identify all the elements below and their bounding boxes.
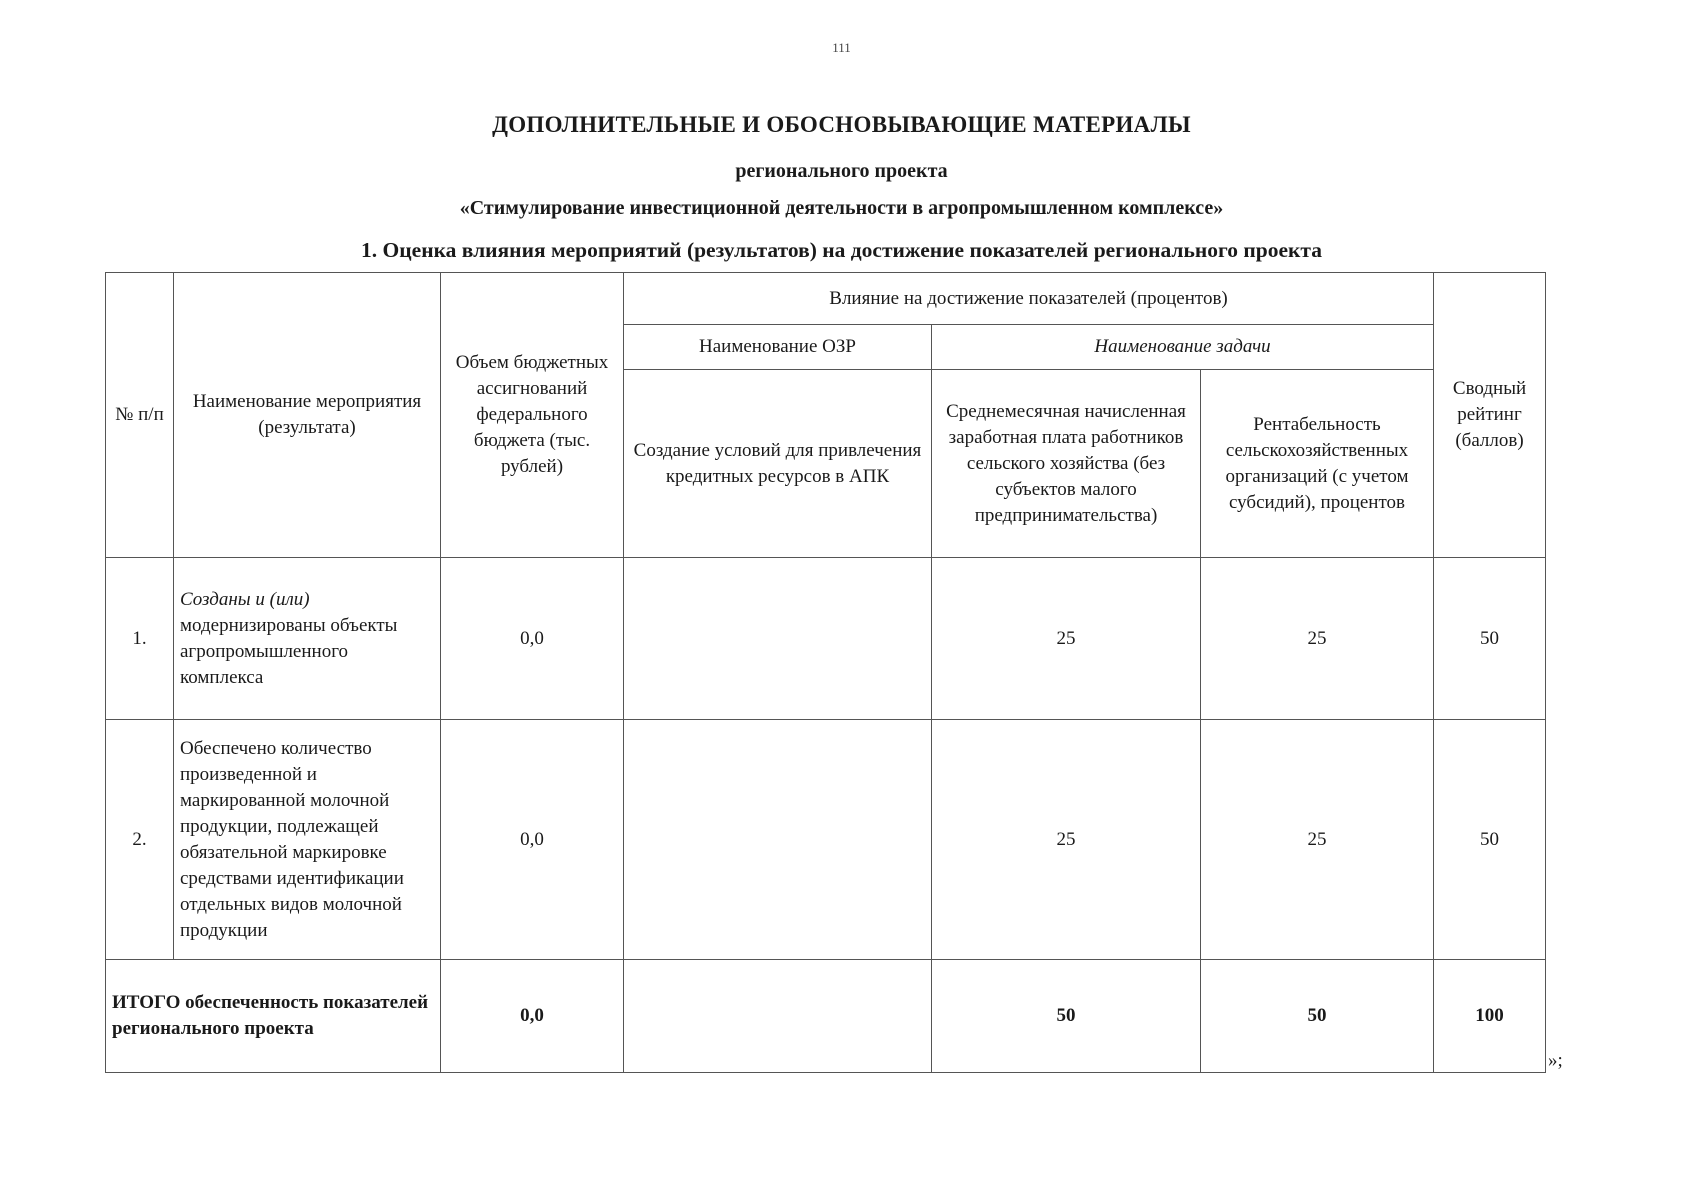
row-salary: 25 (932, 558, 1201, 720)
closing-quote-mark: »; (1548, 1050, 1563, 1071)
row-profitability: 25 (1201, 558, 1434, 720)
total-budget: 0,0 (441, 960, 624, 1073)
project-name: «Стимулирование инвестиционной деятельности в агропромышленном комплексе» (459, 197, 1224, 219)
header-num: № п/п (106, 273, 174, 558)
header-salary-column: Среднемесячная начисленная заработная плата работников сельского хозяйства (без субъектов малого предпринимательства) (932, 370, 1201, 558)
row-activity-name-italic-1: Созданы (180, 588, 251, 610)
page-number: 111 (832, 40, 851, 55)
row-rating: 50 (1434, 558, 1546, 720)
header-budget: Объем бюджетных ассигнований федерального бюджета (тыс. рублей) (441, 273, 624, 558)
row-ozr (624, 558, 932, 720)
row-num: 1. (106, 558, 174, 720)
row-num: 2. (106, 720, 174, 960)
table-row (106, 720, 1546, 960)
row-budget: 0,0 (441, 720, 624, 960)
total-rating: 100 (1434, 960, 1546, 1073)
row-activity-name-italic-2: и (или) (255, 588, 310, 610)
document-subtitle: регионального проекта (735, 160, 948, 182)
row-profitability: 25 (1201, 720, 1434, 960)
influence-table (105, 272, 1546, 1073)
total-ozr (624, 960, 932, 1073)
row-activity-name (174, 558, 441, 720)
row-ozr (624, 720, 932, 960)
row-rating: 50 (1434, 720, 1546, 960)
table-row (106, 558, 1546, 720)
total-label: ИТОГО обеспеченность показателей регионального проекта (106, 960, 441, 1073)
row-salary: 25 (932, 720, 1201, 960)
header-row-1 (106, 273, 1546, 325)
header-task-group: Наименование задачи (932, 325, 1434, 370)
header-ozr-group: Наименование ОЗР (624, 325, 932, 370)
row-activity-name-rest: модернизированы объекты агропромышленного комплекса (180, 614, 398, 688)
section-title: 1. Оценка влияния мероприятий (результатов) на достижение показателей регионального проекта (361, 238, 1322, 262)
row-activity-name: Обеспечено количество произведенной и маркированной молочной продукции, подлежащей обязательной маркировке средствами идентификации отдельных видов молочной продукции (174, 720, 441, 960)
document-title: ДОПОЛНИТЕЛЬНЫЕ И ОБОСНОВЫВАЮЩИЕ МАТЕРИАЛЫ (492, 112, 1191, 137)
header-ozr-column: Создание условий для привлечения кредитных ресурсов в АПК (624, 370, 932, 558)
total-profitability: 50 (1201, 960, 1434, 1073)
header-rating: Сводный рейтинг (баллов) (1434, 273, 1546, 558)
total-salary: 50 (932, 960, 1201, 1073)
header-activity-name: Наименование мероприятия (результата) (174, 273, 441, 558)
header-influence: Влияние на достижение показателей (процентов) (624, 273, 1434, 325)
row-budget: 0,0 (441, 558, 624, 720)
header-profitability-column: Рентабельность сельскохозяйственных организаций (с учетом субсидий), процентов (1201, 370, 1434, 558)
total-row (106, 960, 1546, 1073)
